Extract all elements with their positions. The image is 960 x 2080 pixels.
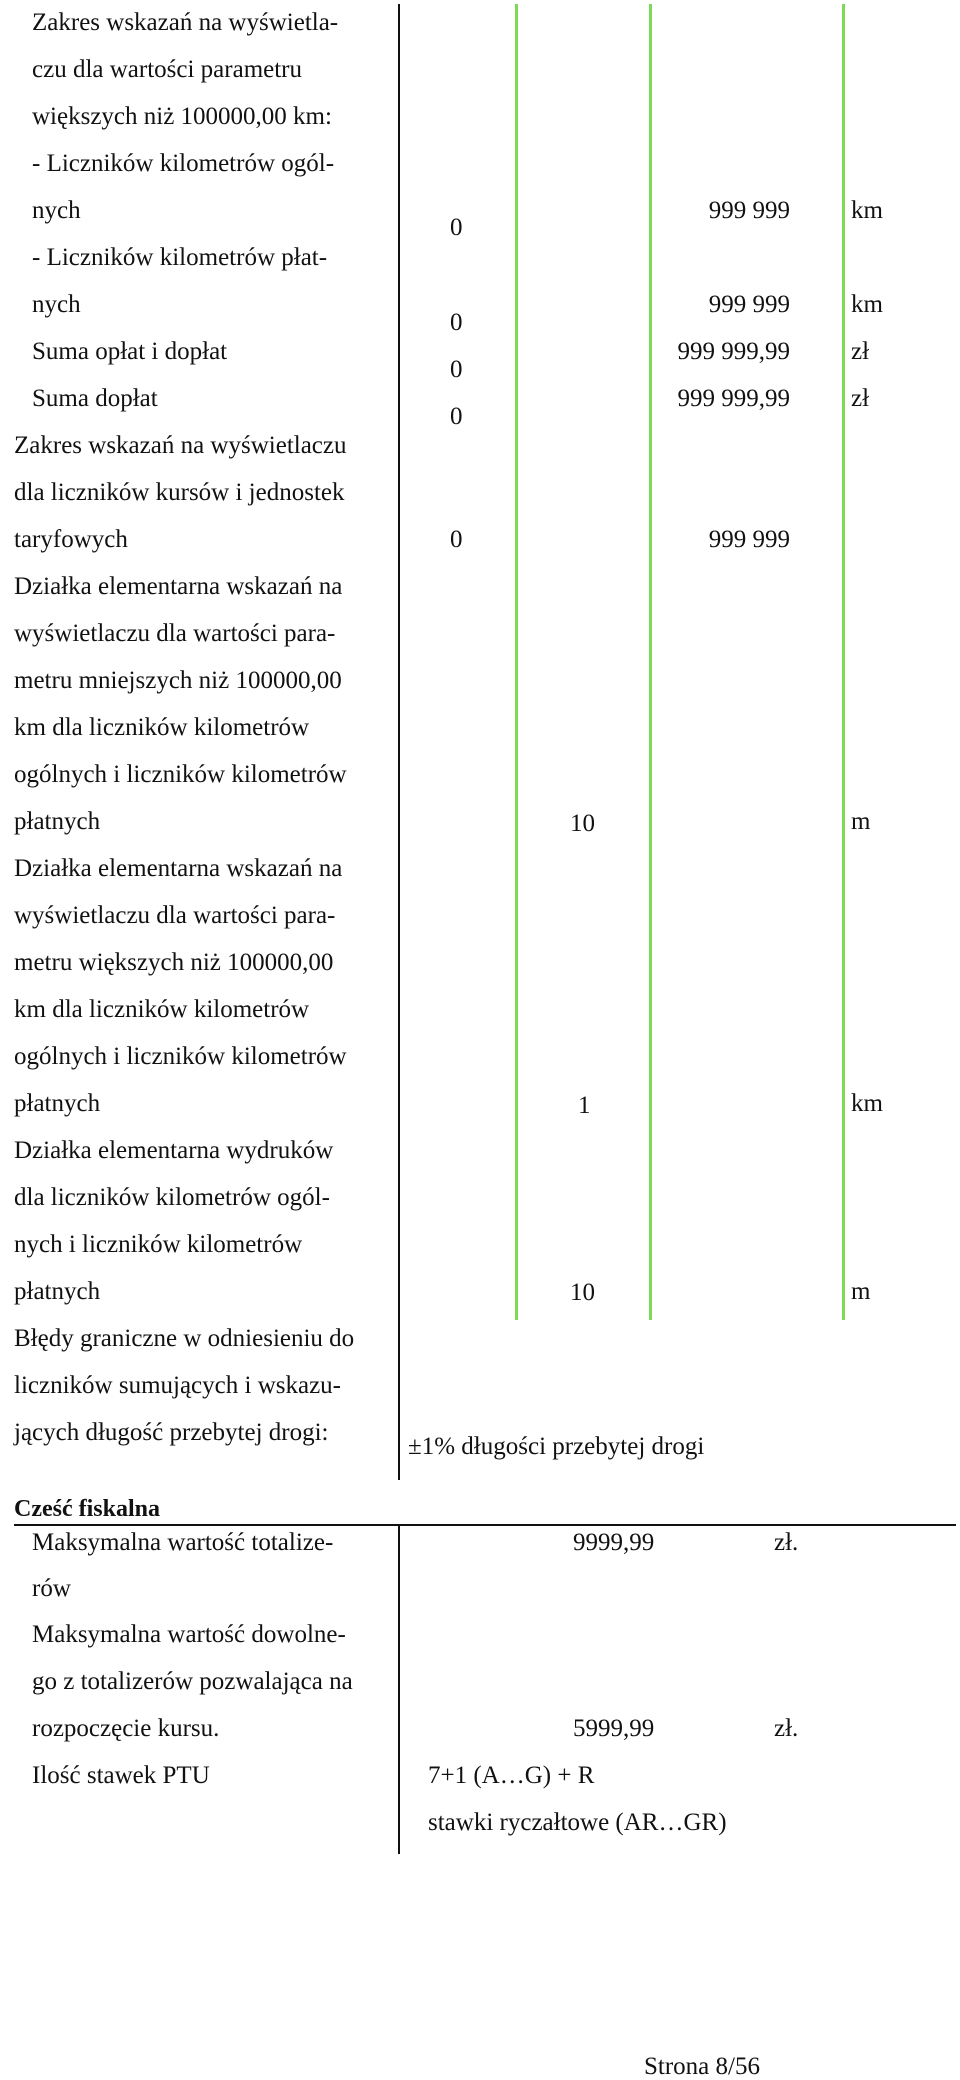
fiscal-row-label: Maksymalna wartość totalize-: [32, 1529, 334, 1556]
row-label: nych i liczników kilometrów: [14, 1231, 303, 1258]
row-label: Suma dopłat: [32, 385, 158, 412]
min-value: 0: [450, 403, 463, 430]
row-label: km dla liczników kilometrów: [14, 714, 310, 741]
row-label: płatnych: [14, 1090, 101, 1117]
unit: km: [851, 197, 883, 224]
fiscal-row-label: go z totalizerów pozwalająca na: [32, 1668, 353, 1695]
row-label: płatnych: [14, 808, 101, 835]
row-label: ogólnych i liczników kilometrów: [14, 1043, 347, 1070]
value: ±1% długości przebytej drogi: [408, 1433, 705, 1460]
row-label: Błędy graniczne w odniesieniu do: [14, 1325, 355, 1352]
value: 1: [578, 1092, 591, 1119]
unit: km: [851, 1090, 883, 1117]
row-label: Działka elementarna wskazań na: [14, 573, 343, 600]
max-value: 999 999,99: [677, 338, 790, 365]
row-label: - Liczników kilometrów ogól-: [32, 150, 335, 177]
column-divider: [515, 4, 518, 1320]
row-label: czu dla wartości parametru: [32, 56, 303, 83]
fiscal-row-label: rów: [32, 1575, 71, 1602]
row-label: Zakres wskazań na wyświetla-: [32, 9, 339, 36]
row-label: liczników sumujących i wskazu-: [14, 1372, 341, 1399]
row-label: wyświetlaczu dla wartości para-: [14, 620, 336, 647]
row-label: ogólnych i liczników kilometrów: [14, 761, 347, 788]
row-label: jących długość przebytej drogi:: [14, 1419, 329, 1446]
row-label: dla liczników kilometrów ogól-: [14, 1184, 330, 1211]
fiscal-value: 9999,99: [573, 1529, 655, 1556]
row-label: Działka elementarna wydruków: [14, 1137, 334, 1164]
row-label: taryfowych: [14, 526, 128, 553]
row-label: dla liczników kursów i jednostek: [14, 479, 345, 506]
row-label: metru większych niż 100000,00: [14, 949, 334, 976]
fiscal-row-label: rozpoczęcie kursu.: [32, 1715, 220, 1742]
page-number: Strona 8/56: [644, 2053, 760, 2080]
unit: m: [851, 808, 871, 835]
row-label: płatnych: [14, 1278, 101, 1305]
fiscal-table-left-border: [398, 1524, 400, 1854]
unit: m: [851, 1278, 871, 1305]
row-label: większych niż 100000,00 km:: [32, 103, 332, 130]
fiscal-row-label: Ilość stawek PTU: [32, 1762, 210, 1789]
fiscal-value: stawki ryczałtowe (AR…GR): [428, 1809, 727, 1836]
max-value: 999 999,99: [677, 385, 790, 412]
min-value: 0: [450, 309, 463, 336]
min-value: 0: [450, 526, 463, 553]
unit: zł: [851, 385, 870, 412]
row-label: Zakres wskazań na wyświetlaczu: [14, 432, 347, 459]
unit: km: [851, 291, 883, 318]
column-divider: [842, 4, 845, 1320]
row-label: nych: [32, 291, 81, 318]
max-value: 999 999: [708, 526, 790, 553]
fiscal-value: 5999,99: [573, 1715, 655, 1742]
row-label: Działka elementarna wskazań na: [14, 855, 343, 882]
row-label: km dla liczników kilometrów: [14, 996, 310, 1023]
value: 10: [570, 810, 595, 837]
row-label: wyświetlaczu dla wartości para-: [14, 902, 336, 929]
min-value: 0: [450, 214, 463, 241]
column-divider: [649, 4, 652, 1320]
fiscal-section-rule: [14, 1524, 956, 1526]
min-value: 0: [450, 356, 463, 383]
row-label: Suma opłat i dopłat: [32, 338, 228, 365]
fiscal-value: 7+1 (A…G) + R: [428, 1762, 595, 1789]
unit: zł: [851, 338, 870, 365]
max-value: 999 999: [708, 291, 790, 318]
section-heading: Cześć fiskalna: [14, 1496, 160, 1522]
row-label: metru mniejszych niż 100000,00: [14, 667, 342, 694]
max-value: 999 999: [708, 197, 790, 224]
fiscal-unit: zł.: [774, 1715, 799, 1742]
table-left-border: [398, 4, 400, 1480]
fiscal-row-label: Maksymalna wartość dowolne-: [32, 1621, 346, 1648]
row-label: nych: [32, 197, 81, 224]
fiscal-unit: zł.: [774, 1529, 799, 1556]
row-label: - Liczników kilometrów płat-: [32, 244, 328, 271]
value: 10: [570, 1279, 595, 1306]
